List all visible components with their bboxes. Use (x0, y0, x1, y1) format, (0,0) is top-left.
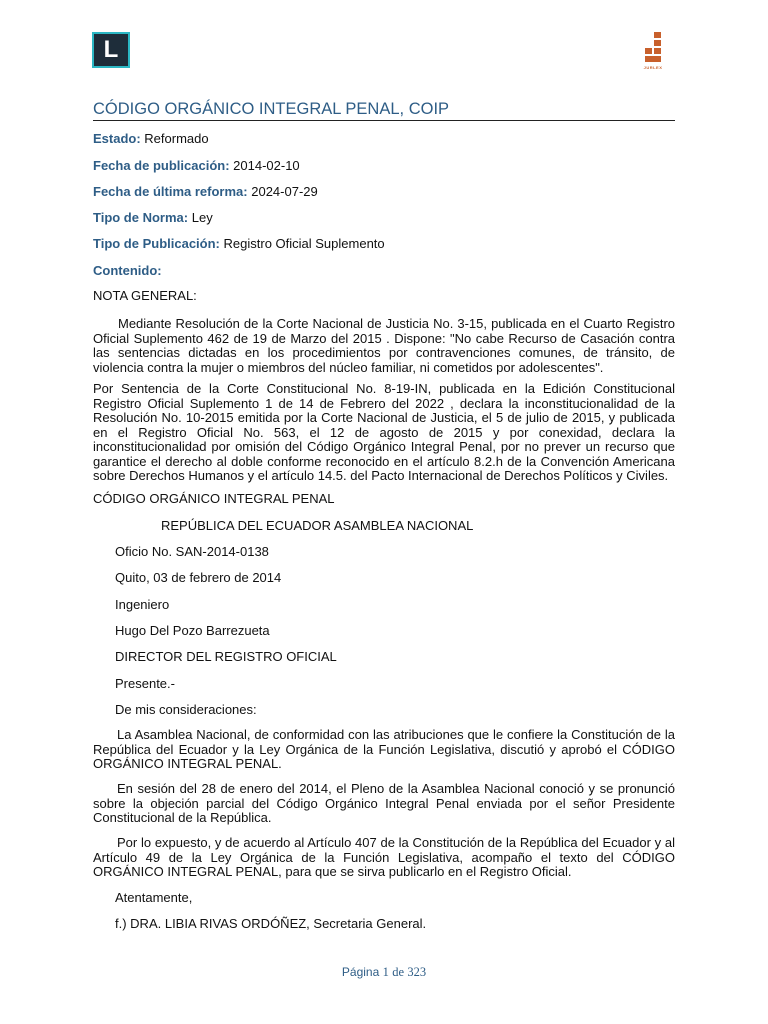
recipient-name: Hugo Del Pozo Barrezueta (115, 623, 270, 638)
paragraph-sentencia: Por Sentencia de la Corte Constitucional No. 8-19-IN, publicada en la Edición Constitucional Registro Oficial Suplemento 1 de 14 de Febrero del 2022 , declara la inconstitucionalidad de la Resolución No. 10-2015 emitida por la Corte Nacional de Justicia, el 5 de julio de 2015, y publicada en el Registro Oficial No. 563, el 12 de agosto de 2015 y por conexidad, declara la inconstitucionalidad por omisión del Código Orgánico Integral Penal, por no prever un recurso que garantice el derecho al doble conforme reconocido en el artículo 8.2.h de la Convención Americana sobre Derechos Humanos y el artículo 14.5. del Pacto Internacional de Derechos Políticos y Civiles. (93, 381, 675, 483)
consideraciones-text: De mis consideraciones: (115, 702, 257, 717)
meta-estado (93, 131, 209, 147)
meta-estado-value: Reformado (144, 131, 209, 146)
recipient-position: DIRECTOR DEL REGISTRO OFICIAL (115, 649, 337, 664)
meta-fecha-reforma (93, 184, 318, 200)
page-current: 1 (382, 965, 389, 979)
meta-fecha-publicacion (93, 158, 300, 174)
meta-fecha-reforma-value: 2024-07-29 (251, 184, 318, 199)
jurlex-logo-block (645, 48, 652, 54)
jurlex-logo-block (645, 56, 661, 62)
closing-text: Atentamente, (115, 890, 193, 905)
meta-tipo-publicacion (93, 236, 385, 252)
paragraph-asamblea: La Asamblea Nacional, de conformidad con las atribuciones que le confiere la Constitución de la República del Ecuador y la Ley Orgánica de la Función Legislativa, discutió y aprobó el CÓDIGO ORGÁNICO INTEGRAL PENAL. (93, 727, 675, 771)
meta-estado-label: Estado: (93, 131, 141, 146)
recipient-title: Ingeniero (115, 597, 170, 612)
meta-tipo-publicacion-value: Registro Oficial Suplemento (223, 236, 385, 251)
document-title: CÓDIGO ORGÁNICO INTEGRAL PENAL, COIP (93, 98, 675, 121)
republica-heading: REPÚBLICA DEL ECUADOR ASAMBLEA NACIONAL (161, 518, 474, 533)
signature-text: f.) DRA. LIBIA RIVAS ORDÓÑEZ, Secretaria General. (115, 916, 427, 931)
page-of: de (392, 965, 405, 979)
presente-text: Presente.- (115, 676, 175, 691)
jurlex-logo-block (654, 48, 661, 54)
page-total: 323 (407, 965, 427, 979)
meta-tipo-publicacion-label: Tipo de Publicación: (93, 236, 220, 251)
page-label: Página (341, 965, 380, 979)
oficio-number: Oficio No. SAN-2014-0138 (115, 544, 269, 559)
paragraph-expuesto: Por lo expuesto, y de acuerdo al Artículo 407 de la Constitución de la República del Ecuador y al Artículo 49 de la Ley Orgánica de la Función Legislativa, acompaño el texto del CÓDIGO ORGÁNICO INTEGRAL PENAL, para que se sirva publicarlo en el Registro Oficial. (93, 835, 675, 879)
jurlex-logo-block (654, 32, 661, 38)
meta-fecha-reforma-label: Fecha de última reforma: (93, 184, 248, 199)
app-logo-letter: L (103, 36, 119, 63)
meta-contenido-label: Contenido: (93, 263, 162, 278)
meta-tipo-norma-value: Ley (191, 210, 213, 225)
page-footer (0, 965, 768, 980)
code-heading: CÓDIGO ORGÁNICO INTEGRAL PENAL (93, 491, 335, 506)
paragraph-resolucion: Mediante Resolución de la Corte Nacional de Justicia No. 3-15, publicada en el Cuarto Registro Oficial Suplemento 462 de 19 de Marzo del 2015 . Dispone: "No cabe Recurso de Casación contra las sentencias dictadas en los procedimientos por contravenciones comunes, de tránsito, de violencia contra la mujer o miembros del núcleo familiar, ni cometidos por adolescentes". (93, 316, 675, 375)
meta-tipo-norma (93, 210, 213, 226)
meta-contenido (93, 263, 162, 279)
jurlex-logo-caption: JURLEX (643, 65, 663, 70)
nota-general-heading: NOTA GENERAL: (93, 288, 197, 303)
meta-fecha-publicacion-value: 2014-02-10 (233, 158, 300, 173)
jurlex-logo-block (654, 40, 661, 46)
app-logo (92, 32, 130, 68)
meta-fecha-publicacion-label: Fecha de publicación: (93, 158, 230, 173)
date-place: Quito, 03 de febrero de 2014 (115, 570, 282, 585)
meta-tipo-norma-label: Tipo de Norma: (93, 210, 189, 225)
paragraph-sesion: En sesión del 28 de enero del 2014, el Pleno de la Asamblea Nacional conoció y se pronunció sobre la objeción parcial del Código Orgánico Integral Penal enviada por el señor Presidente Constitucional de la República. (93, 781, 675, 825)
jurlex-logo (640, 32, 670, 72)
